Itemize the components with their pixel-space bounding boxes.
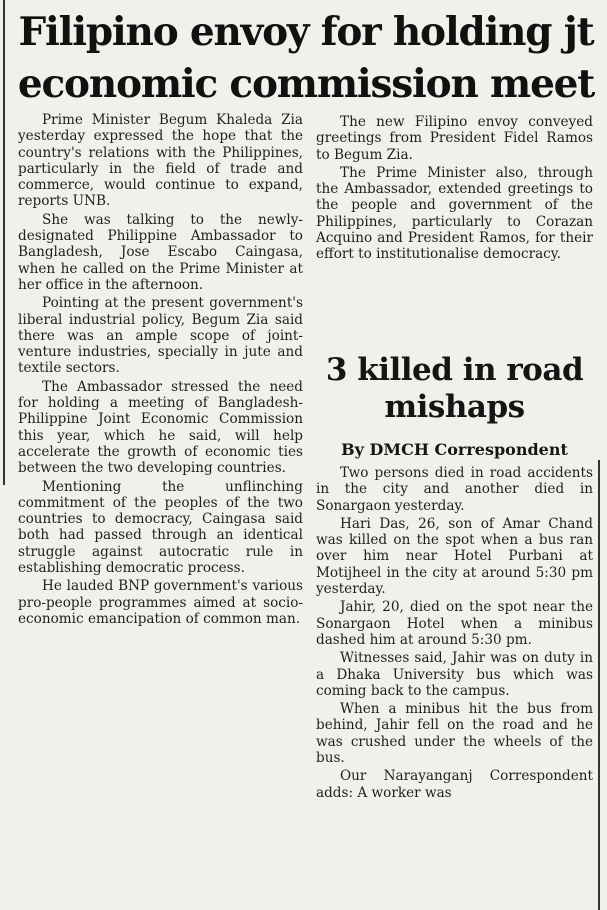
column-rule-left: [3, 0, 5, 485]
article-headline: [10, 6, 602, 110]
paragraph: Our Narayanganj Correspondent adds: A worker was: [316, 768, 593, 801]
paragraph: Mentioning the unflinching commitment of the peoples of the two countries to democracy, Caingasa said both had passed through an identical struggle against autocratic rule in establishing democratic process.: [18, 478, 303, 577]
second-article-byline: By DMCH Correspondent: [341, 440, 568, 459]
paragraph: Hari Das, 26, son of Amar Chand was killed on the spot when a bus ran over him near Hotel Purbani at Motijheel in the city at around 5:30 pm yesterday.: [316, 515, 593, 598]
second-article-body: [316, 465, 593, 803]
article-body-left-column: [18, 112, 303, 629]
paragraph: Prime Minister Begum Khaleda Zia yesterday expressed the hope that the country's relations with the Philippines, particularly in the field of trade and commerce, would continue to expand, reports UNB.: [18, 112, 303, 210]
paragraph: Pointing at the present government's liberal industrial policy, Begum Zia said there was an ample scope of joint-venture industries, specially in jute and textile sectors.: [18, 295, 303, 377]
article-body-right-column: [316, 114, 593, 265]
paragraph: Witnesses said, Jahir was on duty in a Dhaka University bus which was coming back to the campus.: [316, 650, 593, 699]
paragraph: When a minibus hit the bus from behind, Jahir fell on the road and he was crushed under the wheels of the bus.: [316, 701, 593, 767]
headline-line-2: economic commission meet: [17, 61, 595, 107]
paragraph: Jahir, 20, died on the spot near the Sonargaon Hotel when a minibus dashed him at around 5:30 pm.: [316, 599, 593, 648]
paragraph: The new Filipino envoy conveyed greetings from President Fidel Ramos to Begum Zia.: [316, 114, 593, 163]
paragraph: She was talking to the newly-designated Philippine Ambassador to Bangladesh, Jose Escabo Caingasa, when he called on the Prime Minister at her office in the afternoon.: [18, 211, 303, 293]
column-rule-right: [598, 460, 600, 910]
headline-line-1: Filipino envoy for holding jt: [18, 9, 594, 55]
paragraph: He lauded BNP government's various pro-people programmes aimed at socio-economic emancipation of common man.: [18, 578, 303, 627]
paragraph: The Ambassador stressed the need for holding a meeting of Bangladesh-Philippine Joint Economic Commission this year, which he said, will help accelerate the growth of economic ties between the two developing countries.: [18, 378, 303, 477]
paragraph: The Prime Minister also, through the Ambassador, extended greetings to the people and government of the Philippines, particularly to Corazan Acquino and President Ramos, for their effort to institutionalise democracy.: [316, 164, 593, 263]
paragraph: Two persons died in road accidents in the city and another died in Sonargaon yesterday.: [316, 465, 593, 514]
second-article-headline: 3 killed in road mishaps: [325, 352, 584, 425]
